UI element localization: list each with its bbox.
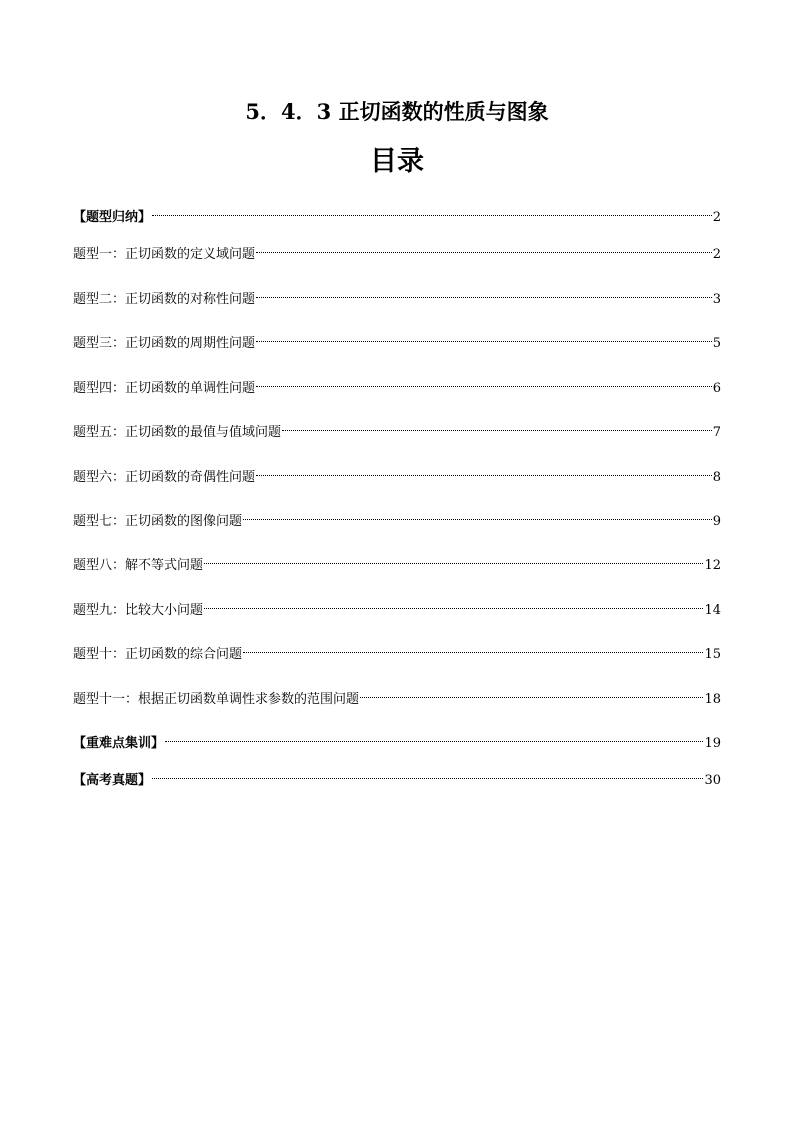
toc-entry-summary[interactable] — [73, 201, 721, 225]
toc-entry-key-difficult-training[interactable] — [73, 727, 721, 751]
toc-entry-type-5[interactable] — [73, 416, 721, 440]
toc-entry-type-2[interactable] — [73, 283, 721, 307]
dot-leader — [204, 549, 703, 569]
dot-leader — [256, 372, 712, 392]
toc-entry-page: 8 — [712, 470, 721, 485]
toc-entry-type-8[interactable] — [73, 549, 721, 573]
dot-leader — [282, 416, 712, 436]
toc-entry-page: 2 — [712, 210, 721, 225]
toc-entry-label: 题型四：正切函数的单调性问题 — [73, 381, 256, 396]
toc-entry-page: 30 — [704, 773, 721, 788]
dot-leader — [152, 764, 703, 784]
toc-entry-page: 6 — [712, 381, 721, 396]
toc-entry-gaokao-questions[interactable] — [73, 764, 721, 788]
toc-entry-type-10[interactable] — [73, 638, 721, 662]
document-title: 5．4．3 正切函数的性质与图象 — [245, 99, 549, 124]
toc-entry-label: 【题型归纳】 — [73, 210, 152, 225]
toc-entry-label: 题型八：解不等式问题 — [73, 558, 204, 573]
toc-entry-page: 19 — [704, 736, 721, 751]
toc-entry-type-7[interactable] — [73, 505, 721, 529]
table-of-contents — [73, 0, 721, 1123]
toc-entry-label: 题型三：正切函数的周期性问题 — [73, 336, 256, 351]
toc-entry-page: 5 — [712, 336, 721, 351]
toc-entry-label: 题型六：正切函数的奇偶性问题 — [73, 470, 256, 485]
toc-entry-label: 【重难点集训】 — [73, 736, 165, 751]
dot-leader — [165, 727, 703, 747]
toc-entry-label: 题型十：正切函数的综合问题 — [73, 647, 243, 662]
dot-leader — [152, 201, 712, 221]
toc-entry-label: 题型九：比较大小问题 — [73, 603, 204, 618]
toc-entry-label: 题型五：正切函数的最值与值域问题 — [73, 425, 282, 440]
dot-leader — [256, 283, 712, 303]
dot-leader — [360, 683, 703, 703]
toc-entry-type-4[interactable] — [73, 372, 721, 396]
toc-entry-page: 18 — [704, 692, 721, 707]
dot-leader — [256, 238, 712, 258]
dot-leader — [243, 505, 712, 525]
toc-entry-page: 15 — [704, 647, 721, 662]
dot-leader — [256, 327, 712, 347]
toc-entry-page: 14 — [704, 603, 721, 618]
toc-entry-label: 题型十一：根据正切函数单调性求参数的范围问题 — [73, 692, 360, 707]
toc-entry-label: 【高考真题】 — [73, 773, 152, 788]
toc-entry-type-1[interactable] — [73, 238, 721, 262]
toc-entry-page: 9 — [712, 514, 721, 529]
toc-entry-type-9[interactable] — [73, 594, 721, 618]
toc-entry-page: 7 — [712, 425, 721, 440]
dot-leader — [256, 461, 712, 481]
toc-entry-label: 题型一：正切函数的定义域问题 — [73, 247, 256, 262]
toc-entry-type-11[interactable] — [73, 683, 721, 707]
toc-heading: 目录 — [370, 146, 424, 177]
toc-entry-page: 12 — [704, 558, 721, 573]
toc-entry-type-6[interactable] — [73, 461, 721, 485]
toc-entry-type-3[interactable] — [73, 327, 721, 351]
toc-entry-page: 2 — [712, 247, 721, 262]
dot-leader — [243, 638, 703, 658]
toc-entry-page: 3 — [712, 292, 721, 307]
dot-leader — [204, 594, 703, 614]
toc-entry-label: 题型二：正切函数的对称性问题 — [73, 292, 256, 307]
toc-entry-label: 题型七：正切函数的图像问题 — [73, 514, 243, 529]
